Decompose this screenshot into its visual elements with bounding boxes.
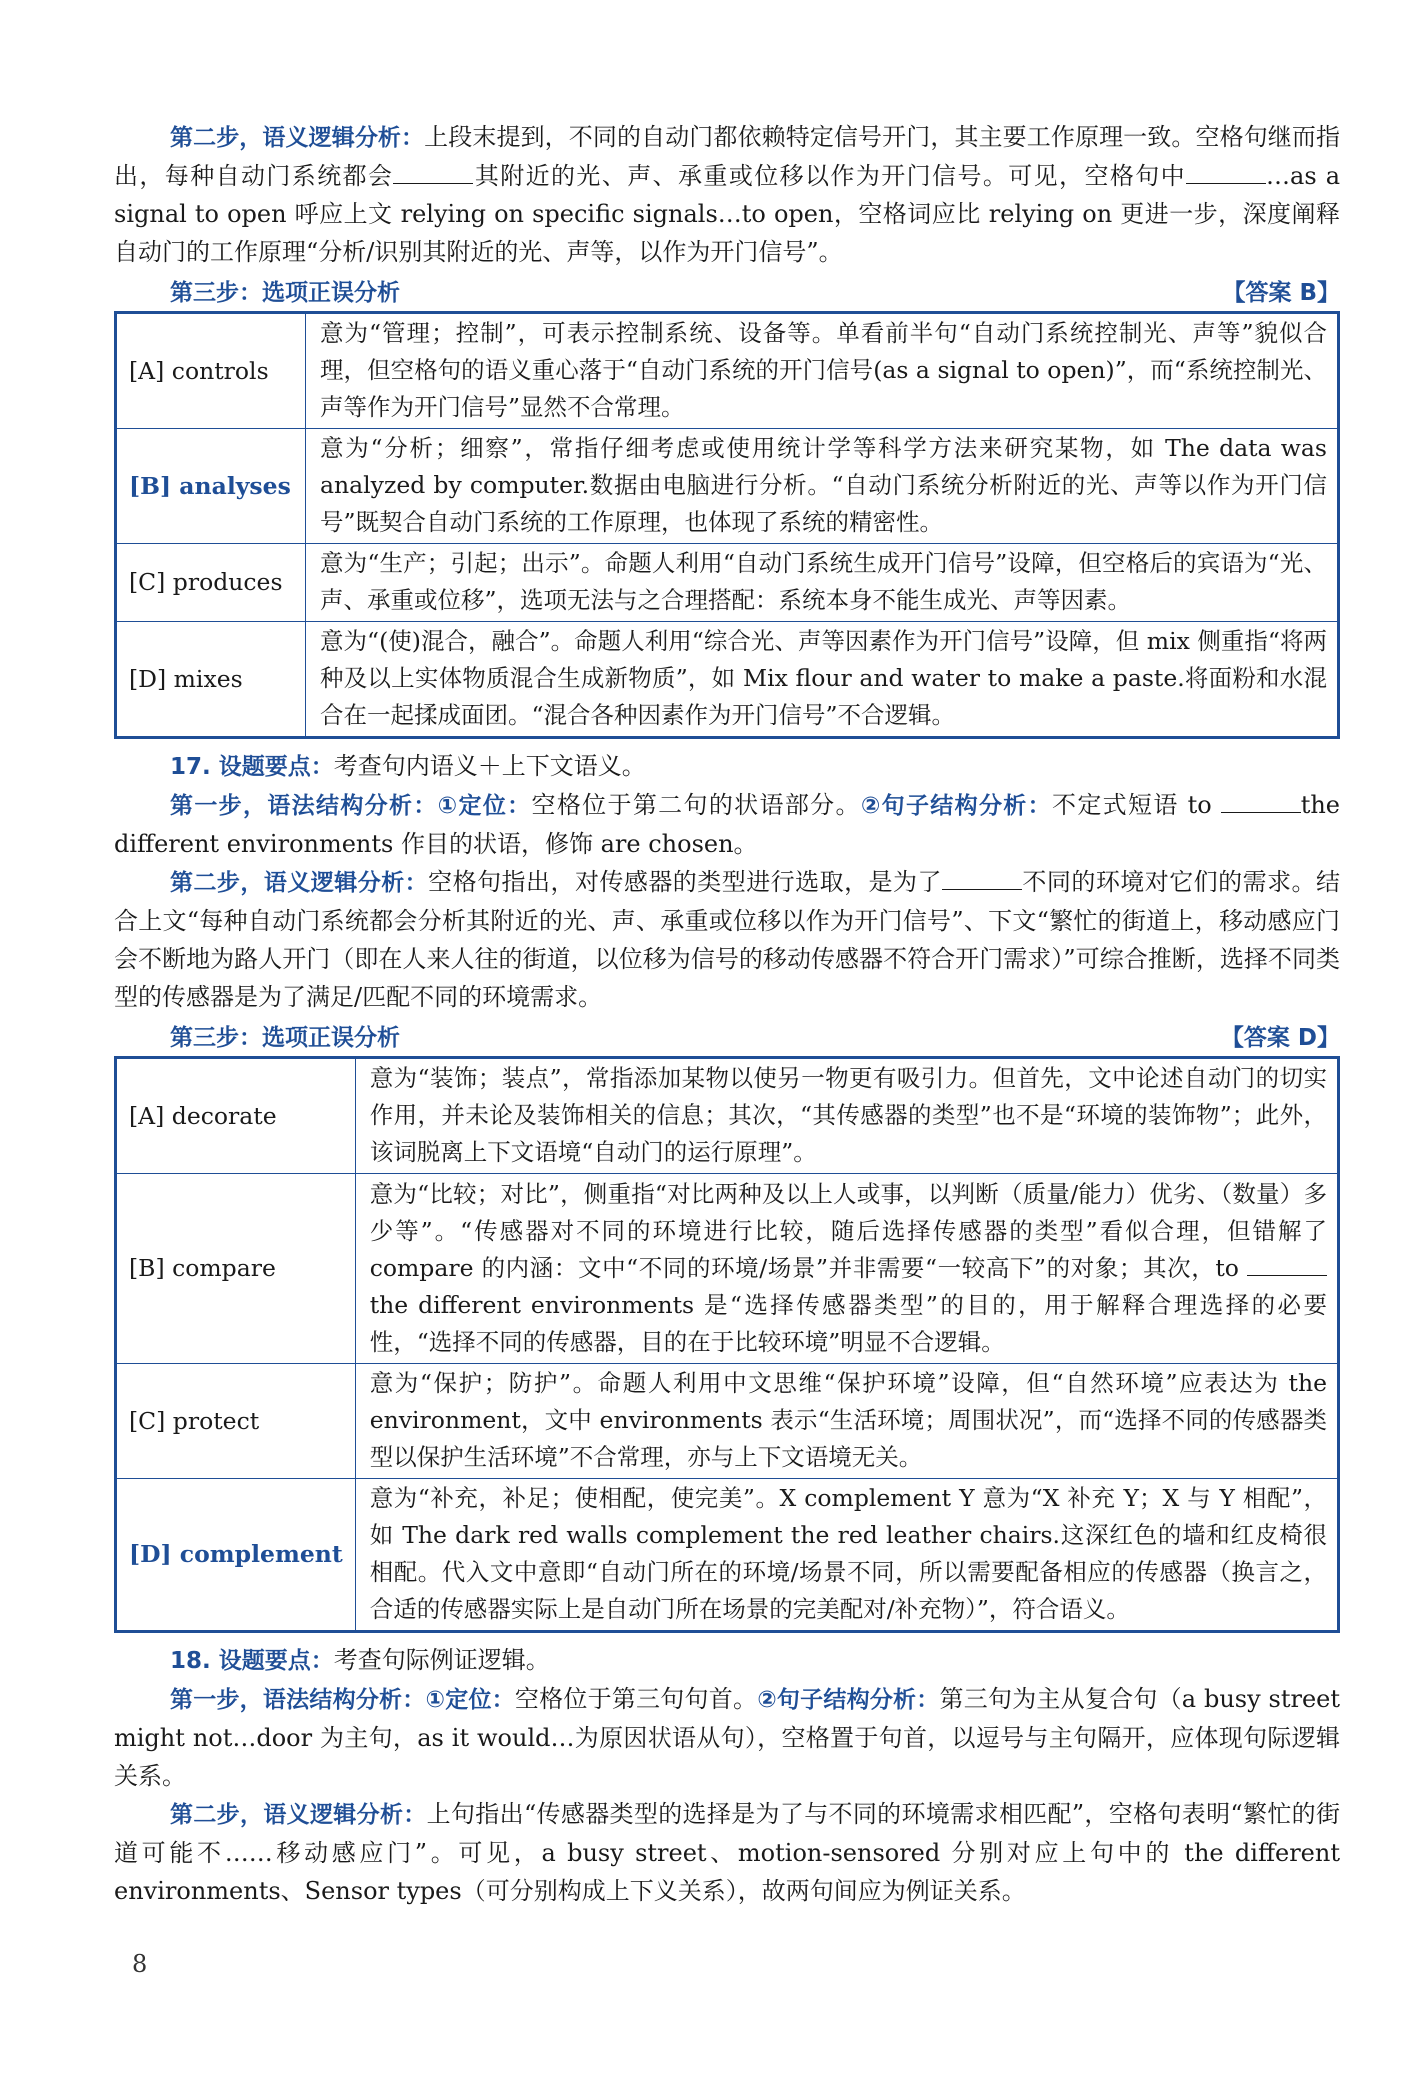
q18-step2-label: 第二步，语义逻辑分析： — [170, 1802, 427, 1828]
blank-line — [1247, 1253, 1327, 1276]
table-row — [116, 1364, 1339, 1479]
page-body — [114, 118, 1340, 1910]
q18-step1-struct-text: 第三句为主从复合句（a busy street might not…door 为主句，as it would…为原因状语从句），空格置于句首，以逗号与主句隔开，应体现句际逻辑关系。 — [114, 1685, 1341, 1790]
option-label: [C] protect — [116, 1364, 356, 1479]
option-description: 意为“(使)混合，融合”。命题人利用“综合光、声等因素作为开门信号”设障，但 mix 侧重指“将两种及以上实体物质混合生成新物质”，如 Mix flour and water to make a paste.将面粉和水混合在一起揉成面团。“混合各种因素作为开门信号”不合逻辑。 — [306, 622, 1339, 738]
q18-point-paragraph — [114, 1641, 1340, 1680]
blank-line — [1186, 161, 1266, 184]
q17-point-label: 17. 设题要点： — [170, 754, 334, 780]
q17-step2-text-a: 空格句指出，对传感器的类型进行选取，是为了 — [428, 868, 942, 896]
table-row — [116, 313, 1339, 429]
table-row — [116, 622, 1339, 738]
option-description-text-a: 意为“比较；对比”，侧重指“对比两种及以上人或事，以判断（质量/能力）优劣、（数量）多少等”。“传感器对不同的环境进行比较，随后选择传感器的类型”看似合理，但错解了 compare 的内涵：文中“不同的环境/场景”并非需要“一较高下”的对象；其次，to — [369, 1179, 1327, 1282]
option-label: [D] mixes — [116, 622, 306, 738]
option-description-text: 意为“保护；防护”。命题人利用中文思维“保护环境”设障，但“自然环境”应表达为 the environment，文中 environments 表示“生活环境；周围状况”，而“选择不同的传感器类型以保护生活环境”不合常理，亦与上下文语境无关。 — [369, 1369, 1327, 1471]
q18-step1-loc-text: 空格位于第三句句首。 — [514, 1685, 758, 1713]
blank-line — [1221, 790, 1301, 813]
table-row — [116, 1058, 1339, 1174]
q17-step1-loc-text: 空格位于第二句的状语部分。 — [531, 791, 861, 819]
option-description: 意为“管理；控制”，可表示控制系统、设备等。单看前半句“自动门系统控制光、声等”貌似合理，但空格句的语义重心落于“自动门系统的开门信号(as a signal to open)”，而“系统控制光、声等作为开门信号”显然不合常理。 — [306, 313, 1339, 429]
option-label-correct: [D] complement — [116, 1479, 356, 1632]
q16-step2-text-b: 其附近的光、声、承重或位移以作为开门信号。可见，空格句中 — [473, 162, 1187, 190]
q17-options-table — [114, 1056, 1340, 1633]
option-label: [C] produces — [116, 544, 306, 622]
q16-step3-header — [114, 271, 1340, 309]
table-row — [116, 1479, 1339, 1632]
q17-step1-label: 第一步，语法结构分析： — [170, 793, 438, 819]
q16-step2-paragraph — [114, 118, 1340, 271]
option-label: [A] controls — [116, 313, 306, 429]
table-row — [116, 544, 1339, 622]
page-number: 8 — [132, 1950, 148, 1978]
q17-step1-paragraph — [114, 786, 1340, 863]
option-description-text: 意为“补充，补足；使相配，使完美”。X complement Y 意为“X 补充 Y；X 与 Y 相配”，如 The dark red walls complement the red leather chairs.这深红色的墙和红皮椅很相配。代入文中意即“自动门所在的环境/场景不同，所以需要配备相应的传感器（换言之，合适的传感器实际上是自动门所在场景的完美配对/补充物）”，符合语义。 — [369, 1484, 1327, 1623]
q18-step2-text: 上句指出“传感器类型的选择是为了与不同的环境需求相匹配”，空格句表明“繁忙的街道可能不……移动感应门”。可见，a busy street、motion-sensored 分别对应上句中的 the different environments、Sensor types（可分别构成上下义关系），故两句间应为例证关系。 — [114, 1800, 1341, 1905]
table-row — [116, 429, 1339, 544]
q17-step1-struct-text-b: the different environments 作目的状语，修饰 are chosen。 — [114, 791, 1340, 858]
q17-point-paragraph — [114, 747, 1340, 786]
q18-step2-paragraph — [114, 1795, 1340, 1910]
q16-step3-label: 第三步：选项正误分析 — [170, 279, 400, 306]
q17-step3-header — [114, 1016, 1340, 1054]
q16-step2-text-a: 上段末提到，不同的自动门都依赖特定信号开门，其主要工作原理一致。空格句继而指出，每种自动门系统都会 — [114, 123, 1341, 190]
blank-line — [393, 161, 473, 184]
q17-step2-label: 第二步，语义逻辑分析： — [170, 870, 429, 896]
option-label: [A] decorate — [116, 1058, 356, 1174]
option-description-text: 意为“装饰；装点”，常指添加某物以使另一物更有吸引力。但首先，文中论述自动门的切实作用，并未论及装饰相关的信息；其次，“其传感器的类型”也不是“环境的装饰物”；此外，该词脱离上下文语境“自动门的运行原理”。 — [369, 1064, 1327, 1166]
q16-options-table — [114, 311, 1340, 739]
q18-step1-label: 第一步，语法结构分析： — [170, 1687, 426, 1713]
q17-point-text: 考查句内语义＋上下文语义。 — [333, 752, 646, 780]
option-label-correct: [B] analyses — [116, 429, 306, 544]
option-description — [355, 1479, 1338, 1632]
q16-answer-badge: 【答案 B】 — [1222, 279, 1340, 306]
q16-step2-label: 第二步，语义逻辑分析： — [170, 125, 425, 151]
option-description: 意为“分析；细察”，常指仔细考虑或使用统计学等科学方法来研究某物，如 The data was analyzed by computer.数据由电脑进行分析。“自动门系统分析附近的光、声等以作为开门信号”既契合自动门系统的工作原理，也体现了系统的精密性。 — [306, 429, 1339, 544]
q18-step1-paragraph — [114, 1680, 1340, 1795]
table-row — [116, 1174, 1339, 1364]
q17-step2-paragraph — [114, 863, 1340, 1016]
option-description-text-b: the different environments 是“选择传感器类型”的目的，用于解释合理选择的必要性，“选择不同的传感器，目的在于比较环境”明显不合逻辑。 — [369, 1290, 1327, 1356]
q17-step3-label: 第三步：选项正误分析 — [170, 1024, 400, 1051]
q17-step1-loc-label: ①定位： — [437, 793, 532, 819]
q16-step2-text-c: …as a signal to open 呼应上文 relying on specific signals…to open，空格词应比 relying on 更进一步，深度阐释自动门的工作原理“分析/识别其附近的光、声等，以作为开门信号”。 — [114, 162, 1341, 266]
blank-line — [942, 867, 1022, 890]
q17-step1-struct-text-a: 不定式短语 to — [1051, 791, 1212, 819]
q17-answer-badge: 【答案 D】 — [1220, 1024, 1340, 1051]
option-description — [355, 1174, 1338, 1364]
option-description — [355, 1058, 1338, 1174]
q18-step1-struct-label: ②句子结构分析： — [757, 1687, 940, 1713]
q17-step1-struct-label: ②句子结构分析： — [860, 793, 1052, 819]
option-description — [355, 1364, 1338, 1479]
q18-point-label: 18. 设题要点： — [170, 1648, 334, 1674]
q17-step2-text-b: 不同的环境对它们的需求。结合上文“每种自动门系统都会分析其附近的光、声、承重或位移以作为开门信号”、下文“繁忙的街道上，移动感应门会不断地为路人开门（即在人来人往的街道，以位移为信号的移动传感器不符合开门需求）”可综合推断，选择不同类型的传感器是为了满足/匹配不同的环境需求。 — [114, 868, 1341, 1011]
option-label: [B] compare — [116, 1174, 356, 1364]
q18-point-text: 考查句际例证逻辑。 — [333, 1646, 550, 1674]
q18-step1-loc-label: ①定位： — [425, 1687, 515, 1713]
option-description: 意为“生产；引起；出示”。命题人利用“自动门系统生成开门信号”设障，但空格后的宾语为“光、声、承重或位移”，选项无法与之合理搭配：系统本身不能生成光、声等因素。 — [306, 544, 1339, 622]
